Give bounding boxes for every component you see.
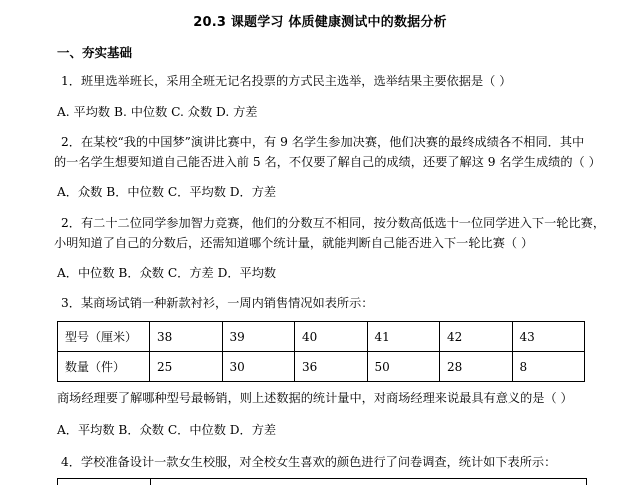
q3-options: A．平均数 B．众数 C．中位数 D．方差 bbox=[57, 423, 277, 437]
table-cell: 38 bbox=[150, 322, 223, 352]
q2a-line1: 2．在某校“我的中国梦”演讲比赛中，有 9 名学生参加决赛，他们决赛的最终成绩各不相同．其中 bbox=[61, 135, 585, 149]
q1-stem: 1．班里选举班长，采用全班无记名投票的方式民主选举，选举结果主要依据是（ ） bbox=[61, 74, 512, 88]
q2a-line2: 的一名学生想要知道自己能否进入前 5 名，不仅要了解自己的成绩，还要了解这 9 名学生成绩的（ ） bbox=[54, 155, 601, 169]
table-cell: 36 bbox=[295, 352, 368, 382]
table-cell: 41 bbox=[367, 322, 440, 352]
table-cell: 25 bbox=[150, 352, 223, 382]
q4-stem: 4．学校准备设计一款女生校服，对全校女生喜欢的颜色进行了问卷调查，统计如下表所示： bbox=[61, 455, 557, 469]
table-cell: 8 bbox=[512, 352, 585, 382]
row-header-quantity: 数量（件） bbox=[58, 352, 150, 382]
table-cell: 42 bbox=[440, 322, 513, 352]
row-header-size: 型号（厘米） bbox=[58, 322, 150, 352]
table-cell: 40 bbox=[295, 322, 368, 352]
q2b-options: A．中位数 B．众数 C．方差 D．平均数 bbox=[57, 266, 277, 280]
table-cell: 43 bbox=[512, 322, 585, 352]
shirt-sales-table bbox=[57, 321, 585, 382]
q3-question: 商场经理要了解哪种型号最畅销，则上述数据的统计量中，对商场经理来说最具有意义的是（ ） bbox=[57, 391, 573, 405]
table-cell: 28 bbox=[440, 352, 513, 382]
q2b-line2: 小明知道了自己的分数后，还需知道哪个统计量，就能判断自己能否进入下一轮比赛（ ） bbox=[54, 236, 534, 250]
q1-options: A. 平均数 B. 中位数 C. 众数 D. 方差 bbox=[57, 105, 258, 119]
q3-stem: 3．某商场试销一种新款衬衫，一周内销售情况如表所示： bbox=[61, 296, 374, 310]
table-row bbox=[58, 322, 585, 352]
q2b-line1: 2．有二十二位同学参加智力竞赛，他们的分数互不相同，按分数高低选十一位同学进入下一轮比赛， bbox=[61, 216, 606, 230]
table-divider bbox=[150, 479, 151, 485]
table-cell: 39 bbox=[222, 322, 295, 352]
table-cell: 30 bbox=[222, 352, 295, 382]
q2a-stem bbox=[54, 132, 612, 172]
page-title: 20.3 课题学习 体质健康测试中的数据分析 bbox=[193, 15, 447, 30]
q2a-options: A．众数 B．中位数 C．平均数 D．方差 bbox=[57, 185, 277, 199]
table-cell: 50 bbox=[367, 352, 440, 382]
section-heading: 一、夯实基础 bbox=[57, 45, 133, 60]
table-row bbox=[58, 352, 585, 382]
q2b-stem bbox=[54, 213, 612, 253]
